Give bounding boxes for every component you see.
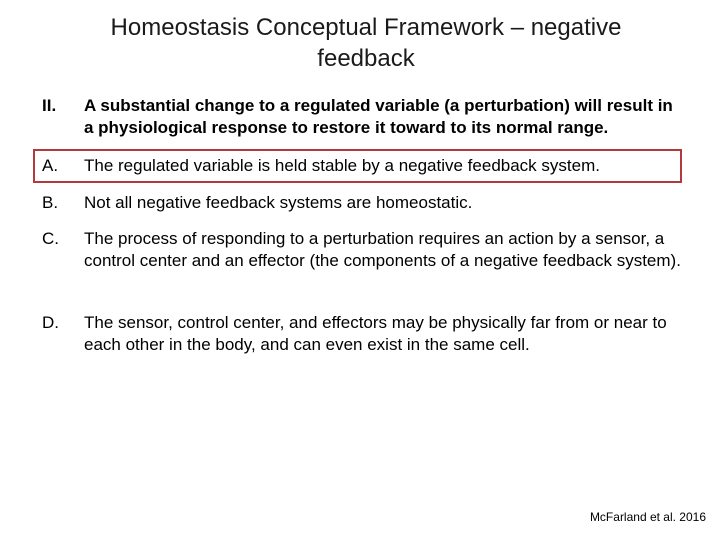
item-text: A substantial change to a regulated variable (a perturbation) will result in a physiological response to restore it toward to its normal range. — [84, 96, 673, 137]
item-text: Not all negative feedback systems are homeostatic. — [84, 193, 473, 212]
citation: McFarland et al. 2016 — [589, 510, 706, 524]
item-label: D. — [42, 313, 59, 332]
item-label: B. — [42, 193, 59, 212]
item-label: A. — [42, 156, 59, 175]
item-text: The sensor, control center, and effectors may be physically far from or near to each other in the body, and can even exist in the same cell. — [84, 313, 667, 354]
slide-title: Homeostasis Conceptual Framework – negative feedback — [110, 14, 622, 72]
item-label: II. — [42, 96, 57, 115]
item-text: The regulated variable is held stable by a negative feedback system. — [84, 156, 600, 175]
item-text: The process of responding to a perturbation requires an action by a sensor, a control center and an effector (the components of a negative feedback system). — [84, 229, 681, 270]
item-label: C. — [42, 229, 59, 248]
